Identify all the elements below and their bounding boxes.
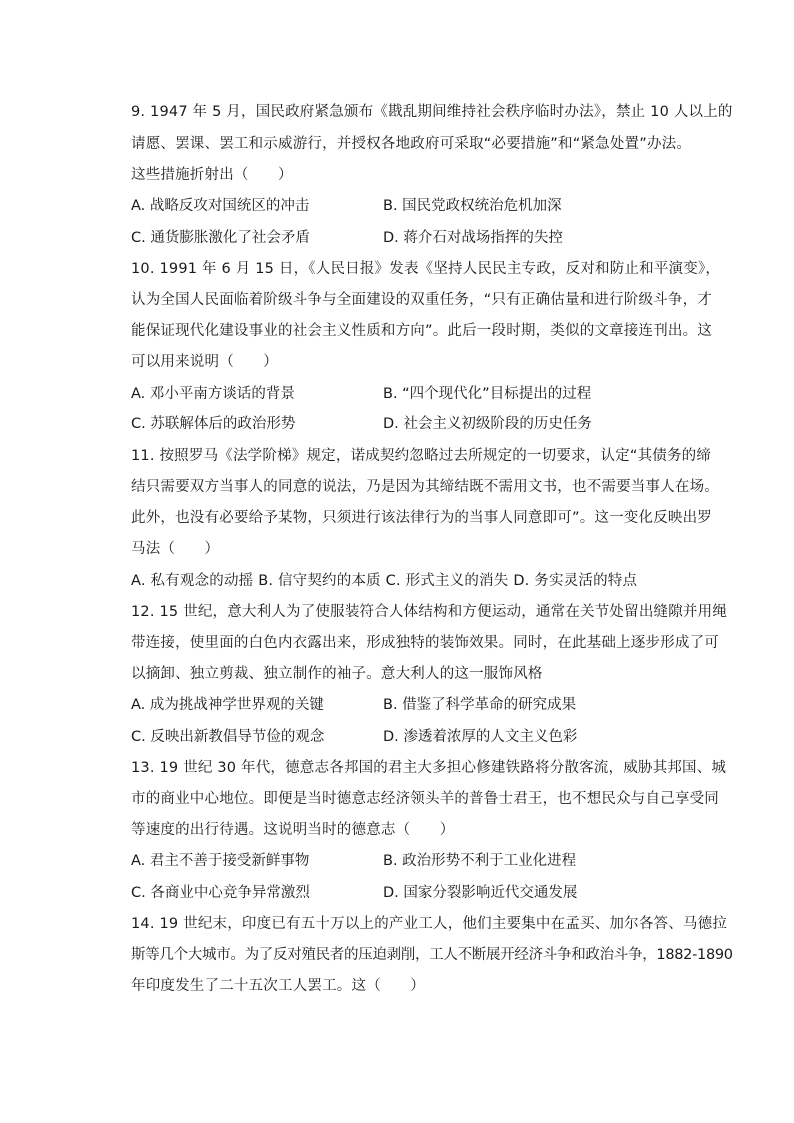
q13-line-3: 等速度的出行待遇。这说明当时的德意志（ ） xyxy=(131,822,455,838)
q12-option-d: D. 渗透着浓厚的人文主义色彩 xyxy=(383,729,578,745)
q12-option-c: C. 反映出新教倡导节俭的观念 xyxy=(131,729,325,745)
q12-line-2: 带连接，使里面的白色内衣露出来，形成独特的装饰效果。同时，在此基础上逐步形成了可 xyxy=(131,635,719,651)
q12-line-1: 12. 15 世纪，意大利人为了使服装符合人体结构和方便运动，通常在关节处留出缝隙并用绳 xyxy=(131,604,728,620)
q9-line-3: 这些措施折射出（ ） xyxy=(131,167,293,183)
q12-option-a: A. 成为挑战神学世界观的关键 xyxy=(131,697,324,713)
q10-option-a: A. 邓小平南方谈话的背景 xyxy=(131,386,295,402)
q11-line-2: 结只需要双方当事人的同意的说法，乃是因为其缔结既不需用文书，也不需要当事人在场。 xyxy=(131,479,719,495)
q14-line-1: 14. 19 世纪末，印度已有五十万以上的产业工人，他们主要集中在孟买、加尔各答、马德拉 xyxy=(131,916,728,932)
q13-option-b: B. 政治形势不利于工业化进程 xyxy=(383,853,577,869)
q11-line-1: 11. 按照罗马《法学阶梯》规定，诺成契约忽略过去所规定的一切要求，认定“其债务的缔 xyxy=(131,448,712,464)
q9-line-1: 9. 1947 年 5 月，国民政府紧急颁布《戡乱期间维持社会秩序临时办法》，禁止 10 人以上的 xyxy=(131,104,733,120)
q9-option-b: B. 国民党政权统治危机加深 xyxy=(383,198,562,214)
q10-option-d: D. 社会主义初级阶段的历史任务 xyxy=(383,416,592,432)
q14-line-2: 斯等几个大城市。为了反对殖民者的压迫剥削，工人不断展开经济斗争和政治斗争，1882-1890 xyxy=(131,947,733,963)
q12-option-b: B. 借鉴了科学革命的研究成果 xyxy=(383,697,577,713)
q13-option-c: C. 各商业中心竞争异常激烈 xyxy=(131,885,310,901)
q14-line-3: 年印度发生了二十五次工人罢工。这（ ） xyxy=(131,978,425,994)
q13-option-a: A. 君主不善于接受新鲜事物 xyxy=(131,853,310,869)
q11-line-3: 此外，也没有必要给予某物，只须进行该法律行为的当事人同意即可”。这一变化反映出罗 xyxy=(131,510,713,526)
q12-line-3: 以摘卸、独立剪裁、独立制作的袖子。意大利人的这一服饰风格 xyxy=(131,666,543,682)
q10-option-c: C. 苏联解体后的政治形势 xyxy=(131,416,296,432)
q9-option-d: D. 蒋介石对战场指挥的失控 xyxy=(383,230,563,246)
q13-line-1: 13. 19 世纪 30 年代，德意志各邦国的君主大多担心修建铁路将分散客流，威胁其邦国、城 xyxy=(131,760,727,776)
q11-options: A. 私有观念的动摇 B. 信守契约的本质 C. 形式主义的消失 D. 务实灵活的特点 xyxy=(131,573,638,589)
q10-line-1: 10. 1991 年 6 月 15 日，《人民日报》发表《坚持人民民主专政，反对和防止和平演变》， xyxy=(131,261,721,277)
q13-line-2: 市的商业中心地位。即便是当时德意志经济领头羊的普鲁士君王，也不想民众与自己享受同 xyxy=(131,791,719,807)
q11-line-4: 马法（ ） xyxy=(131,541,220,557)
q10-line-2: 认为全国人民面临着阶级斗争与全面建设的双重任务，“只有正确估量和进行阶级斗争，才 xyxy=(131,292,713,308)
q9-line-2: 请愿、罢课、罢工和示威游行，并授权各地政府可采取“必要措施”和“紧急处置”办法。 xyxy=(131,136,692,152)
q13-option-d: D. 国家分裂影响近代交通发展 xyxy=(383,885,578,901)
q10-option-b: B. “四个现代化”目标提出的过程 xyxy=(383,386,592,402)
q10-line-4: 可以用来说明（ ） xyxy=(131,354,278,370)
q9-option-a: A. 战略反攻对国统区的冲击 xyxy=(131,198,310,214)
q10-line-3: 能保证现代化建设事业的社会主义性质和方向”。此后一段时期，类似的文章接连刊出。这 xyxy=(131,323,713,339)
q9-option-c: C. 通货膨胀激化了社会矛盾 xyxy=(131,230,310,246)
